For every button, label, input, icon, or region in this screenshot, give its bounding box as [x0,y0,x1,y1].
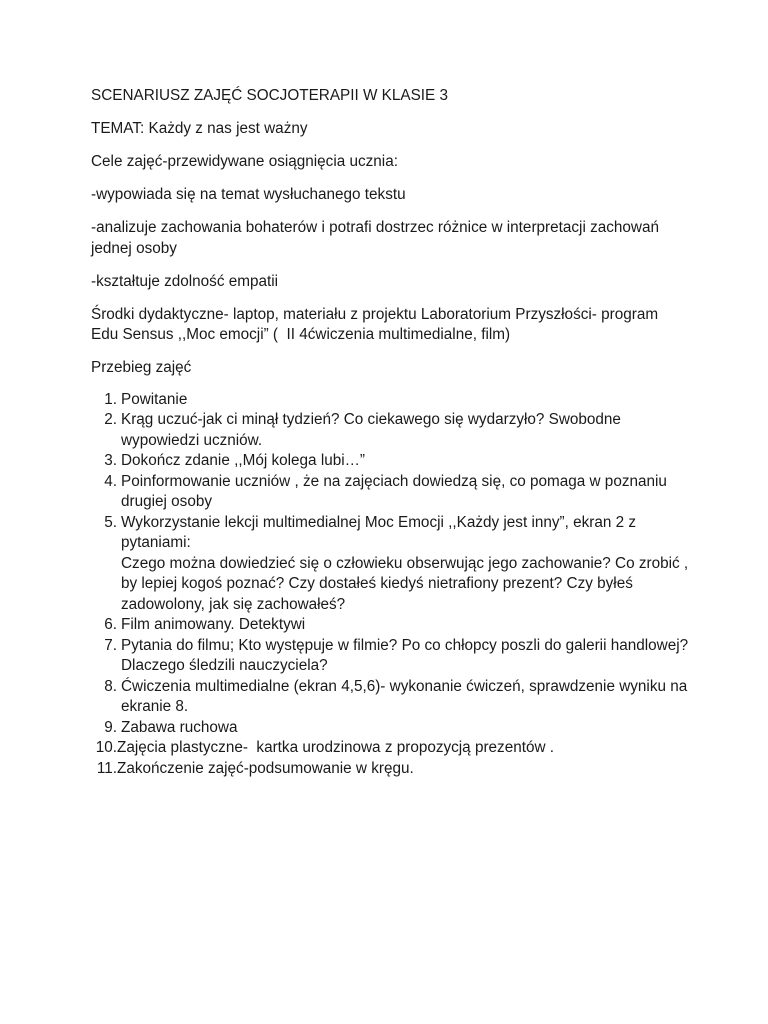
list-item [91,410,691,451]
list-item [91,738,691,759]
list-item [91,759,691,780]
list-item-text: Powitanie [121,390,188,408]
list-item-text: Poinformowanie uczniów , że na zajęciach dowiedzą się, co pomaga w poznaniu drugiej osoby [121,472,672,510]
list-item-number: 10. [95,739,117,756]
list-item [91,615,691,636]
list-item-number: 4. [104,472,117,490]
list-item-number: 2. [104,411,117,428]
list-item [91,513,691,616]
goal-item: -wypowiada się na temat wysłuchanego tekstu [91,186,406,203]
list-item-text: Zajęcia plastyczne- kartka urodzinowa z propozycją prezentów . [117,739,555,756]
list-item-text: Zabawa ruchowa [121,718,238,736]
list-item-number: 5. [104,513,117,531]
list-item [91,390,691,411]
list-item-text: Krąg uczuć-jak ci minął tydzień? Co ciekawego się wydarzyło? Swobodne wypowiedzi uczniów. [121,411,626,449]
list-item-text: Ćwiczenia multimedialne (ekran 4,5,6)- wykonanie ćwiczeń, sprawdzenie wyniku na ekranie 8. [121,677,692,715]
lesson-topic: TEMAT: Każdy z nas jest ważny [91,120,308,137]
list-item-number: 8. [104,677,117,695]
list-item [91,718,691,739]
list-item-number: 7. [104,636,117,654]
list-item-text: Dokończ zdanie ,,Mój kolega lubi…” [121,452,366,469]
teaching-means: Środki dydaktyczne- laptop, materiału z projektu Laboratorium Przyszłości- program Edu Sensus ,,Moc emocji” ( II 4ćwiczenia multimedialne, film) [91,305,667,343]
course-heading: Przebieg zajęć [91,359,192,376]
list-item [91,451,691,472]
document-title: SCENARIUSZ ZAJĘĆ SOCJOTERAPII W KLASIE 3 [91,87,448,104]
list-item-number: 1. [104,390,117,408]
list-item-number: 6. [104,616,117,633]
list-item-text: Wykorzystanie lekcji multimedialnej Moc Emocji ,,Każdy jest inny”, ekran 2 z pytaniami: Czego można dowiedzieć się o człowieku obserwując jego zachowanie? Co zrobić , by lepiej kogoś poznać? Czy dostałeś kiedyś nietrafiony prezent? Czy byłeś zadowolony, jak się zachowałeś? [121,513,689,613]
list-item-text: Pytania do filmu; Kto występuje w filmie? Po co chłopcy poszli do galerii handlowej? Dlaczego śledzili nauczyciela? [121,636,693,674]
list-item-number: 11. [96,759,117,777]
list-item-number: 9. [104,718,117,736]
goals-heading: Cele zajęć-przewidywane osiągnięcia ucznia: [91,153,398,170]
list-item [91,472,691,513]
list-item [91,677,691,718]
lesson-steps-list [91,390,691,780]
document-body [91,86,691,779]
goal-item: -analizuje zachowania bohaterów i potrafi dostrzec różnice w interpretacji zachowań jednej osoby [91,219,668,257]
list-item [91,636,691,677]
goal-item: -kształtuje zdolność empatii [91,272,279,290]
list-item-text: Zakończenie zajęć-podsumowanie w kręgu. [117,759,414,777]
list-item-text: Film animowany. Detektywi [121,616,306,633]
list-item-number: 3. [104,452,117,469]
